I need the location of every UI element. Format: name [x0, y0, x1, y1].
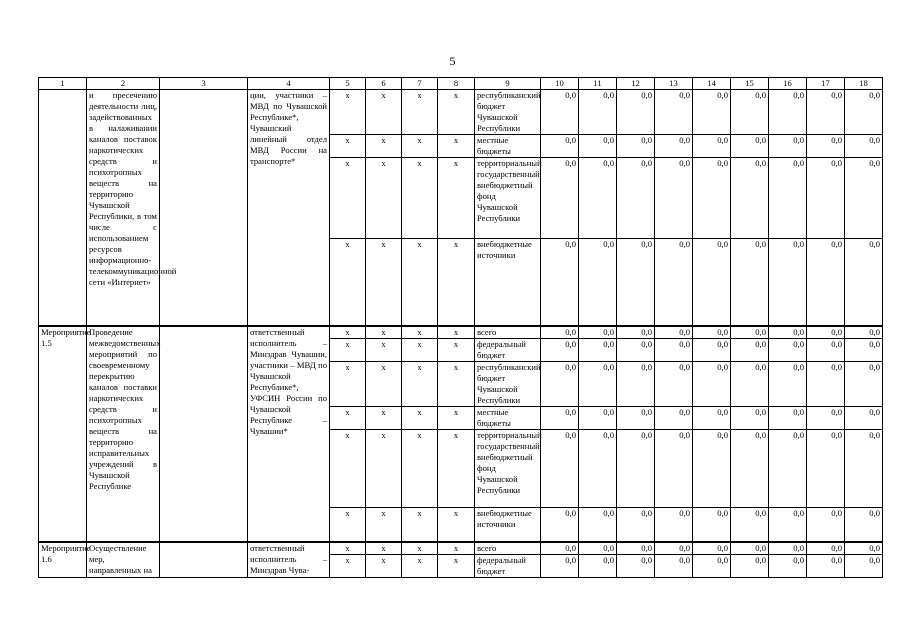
- amount-cell: 0,0: [541, 508, 579, 543]
- amount-cell: 0,0: [541, 430, 579, 508]
- amount-cell: 0,0: [693, 339, 731, 362]
- mark-cell: x: [330, 239, 366, 327]
- amount-cell: 0,0: [617, 407, 655, 430]
- amount-cell: 0,0: [579, 135, 617, 158]
- column-number: 3: [160, 78, 248, 90]
- amount-cell: 0,0: [579, 326, 617, 339]
- amount-cell: 0,0: [655, 542, 693, 555]
- amount-cell: 0,0: [731, 339, 769, 362]
- amount-cell: 0,0: [731, 542, 769, 555]
- amount-cell: 0,0: [845, 430, 883, 508]
- amount-cell: 0,0: [769, 339, 807, 362]
- amount-cell: 0,0: [655, 158, 693, 239]
- amount-cell: 0,0: [731, 407, 769, 430]
- mark-cell: x: [330, 339, 366, 362]
- mark-cell: x: [366, 508, 402, 543]
- mark-cell: x: [366, 90, 402, 135]
- amount-cell: 0,0: [617, 362, 655, 407]
- amount-cell: 0,0: [845, 90, 883, 135]
- amount-cell: 0,0: [693, 362, 731, 407]
- column-3-cell: [160, 326, 248, 542]
- amount-cell: 0,0: [807, 508, 845, 543]
- funding-source: федеральный бюджет: [475, 339, 541, 362]
- amount-cell: 0,0: [655, 430, 693, 508]
- funding-source: территориальный государственный внебюджетный фонд Чувашской Республики: [475, 430, 541, 508]
- column-number: 11: [579, 78, 617, 90]
- amount-cell: 0,0: [693, 135, 731, 158]
- amount-cell: 0,0: [845, 555, 883, 578]
- funding-source: всего: [475, 542, 541, 555]
- amount-cell: 0,0: [769, 135, 807, 158]
- amount-cell: 0,0: [541, 135, 579, 158]
- mark-cell: x: [330, 430, 366, 508]
- amount-cell: 0,0: [579, 508, 617, 543]
- column-number: 5: [330, 78, 366, 90]
- amount-cell: 0,0: [617, 239, 655, 327]
- mark-cell: x: [438, 339, 475, 362]
- amount-cell: 0,0: [655, 339, 693, 362]
- amount-cell: 0,0: [579, 90, 617, 135]
- amount-cell: 0,0: [845, 326, 883, 339]
- mark-cell: x: [366, 555, 402, 578]
- amount-cell: 0,0: [807, 542, 845, 555]
- mark-cell: x: [330, 90, 366, 135]
- mark-cell: x: [438, 430, 475, 508]
- amount-cell: 0,0: [731, 362, 769, 407]
- amount-cell: 0,0: [541, 339, 579, 362]
- column-number: 1: [39, 78, 87, 90]
- event-name: Осуществление мер, направленных на: [87, 542, 160, 578]
- mark-cell: x: [402, 407, 438, 430]
- amount-cell: 0,0: [693, 407, 731, 430]
- amount-cell: 0,0: [807, 326, 845, 339]
- amount-cell: 0,0: [731, 135, 769, 158]
- funding-source: федеральный бюджет: [475, 555, 541, 578]
- amount-cell: 0,0: [655, 407, 693, 430]
- executor-cell: ответственный исполнитель – Минздрав Чува-: [248, 542, 330, 578]
- column-number: 6: [366, 78, 402, 90]
- amount-cell: 0,0: [579, 542, 617, 555]
- amount-cell: 0,0: [731, 555, 769, 578]
- amount-cell: 0,0: [769, 555, 807, 578]
- amount-cell: 0,0: [693, 542, 731, 555]
- mark-cell: x: [330, 158, 366, 239]
- column-number: 12: [617, 78, 655, 90]
- amount-cell: 0,0: [845, 508, 883, 543]
- amount-cell: 0,0: [845, 239, 883, 327]
- mark-cell: x: [438, 508, 475, 543]
- amount-cell: 0,0: [655, 135, 693, 158]
- event-name: и пресечению деятельности лиц, задействованных в налаживании каналов поставок наркотических средств и психотропных веществ на территорию Чувашской Республики, в том числе с использованием ресурсов информационно-телекоммуникационной сети «Интернет»: [87, 90, 160, 327]
- amount-cell: 0,0: [541, 158, 579, 239]
- column-number: 18: [845, 78, 883, 90]
- column-number: 2: [87, 78, 160, 90]
- amount-cell: 0,0: [693, 90, 731, 135]
- mark-cell: x: [366, 239, 402, 327]
- amount-cell: 0,0: [769, 508, 807, 543]
- amount-cell: 0,0: [617, 508, 655, 543]
- amount-cell: 0,0: [807, 430, 845, 508]
- mark-cell: x: [402, 135, 438, 158]
- amount-cell: 0,0: [579, 239, 617, 327]
- column-number: 7: [402, 78, 438, 90]
- mark-cell: x: [366, 158, 402, 239]
- amount-cell: 0,0: [655, 555, 693, 578]
- amount-cell: 0,0: [731, 326, 769, 339]
- amount-cell: 0,0: [807, 158, 845, 239]
- funding-source: территориальный государственный внебюджетный фонд Чувашской Республики: [475, 158, 541, 239]
- amount-cell: 0,0: [807, 555, 845, 578]
- amount-cell: 0,0: [769, 362, 807, 407]
- amount-cell: 0,0: [541, 407, 579, 430]
- amount-cell: 0,0: [693, 555, 731, 578]
- amount-cell: 0,0: [731, 508, 769, 543]
- amount-cell: 0,0: [731, 239, 769, 327]
- amount-cell: 0,0: [731, 430, 769, 508]
- mark-cell: x: [330, 362, 366, 407]
- amount-cell: 0,0: [617, 90, 655, 135]
- amount-cell: 0,0: [693, 430, 731, 508]
- mark-cell: x: [402, 239, 438, 327]
- mark-cell: x: [366, 339, 402, 362]
- funding-source: всего: [475, 326, 541, 339]
- amount-cell: 0,0: [769, 542, 807, 555]
- mark-cell: x: [438, 542, 475, 555]
- amount-cell: 0,0: [845, 135, 883, 158]
- amount-cell: 0,0: [541, 555, 579, 578]
- mark-cell: x: [402, 555, 438, 578]
- column-number: 10: [541, 78, 579, 90]
- mark-cell: x: [438, 407, 475, 430]
- executor-cell: ответственный исполнитель – Минздрав Чувашии, участники – МВД по Чувашской Республике*, УФСИН России по Чувашской Республике – Чувашии*: [248, 326, 330, 542]
- mark-cell: x: [438, 135, 475, 158]
- event-code: [39, 90, 87, 327]
- mark-cell: x: [402, 158, 438, 239]
- mark-cell: x: [438, 90, 475, 135]
- amount-cell: 0,0: [807, 135, 845, 158]
- column-number: 17: [807, 78, 845, 90]
- mark-cell: x: [366, 326, 402, 339]
- amount-cell: 0,0: [617, 158, 655, 239]
- mark-cell: x: [402, 430, 438, 508]
- funding-source: внебюджетные источники: [475, 508, 541, 543]
- amount-cell: 0,0: [845, 339, 883, 362]
- page-number: 5: [449, 54, 456, 68]
- mark-cell: x: [402, 90, 438, 135]
- amount-cell: 0,0: [807, 90, 845, 135]
- amount-cell: 0,0: [541, 542, 579, 555]
- amount-cell: 0,0: [845, 407, 883, 430]
- amount-cell: 0,0: [693, 239, 731, 327]
- amount-cell: 0,0: [655, 362, 693, 407]
- event-code: Мероприятие 1.5: [39, 326, 87, 542]
- amount-cell: 0,0: [769, 430, 807, 508]
- amount-cell: 0,0: [655, 508, 693, 543]
- amount-cell: 0,0: [731, 90, 769, 135]
- amount-cell: 0,0: [617, 430, 655, 508]
- amount-cell: 0,0: [617, 542, 655, 555]
- funding-source: внебюджетные источники: [475, 239, 541, 327]
- amount-cell: 0,0: [579, 362, 617, 407]
- mark-cell: x: [438, 239, 475, 327]
- column-3-cell: [160, 542, 248, 578]
- mark-cell: x: [402, 362, 438, 407]
- amount-cell: 0,0: [617, 555, 655, 578]
- mark-cell: x: [366, 542, 402, 555]
- mark-cell: x: [330, 135, 366, 158]
- amount-cell: 0,0: [807, 407, 845, 430]
- mark-cell: x: [438, 326, 475, 339]
- amount-cell: 0,0: [693, 326, 731, 339]
- amount-cell: 0,0: [693, 508, 731, 543]
- amount-cell: 0,0: [807, 339, 845, 362]
- column-number: 9: [475, 78, 541, 90]
- amount-cell: 0,0: [845, 542, 883, 555]
- amount-cell: 0,0: [541, 326, 579, 339]
- amount-cell: 0,0: [655, 90, 693, 135]
- event-name: Проведение межведомственных мероприятий по своевременному перекрытию каналов поставки наркотических средств и психотропных веществ на территорию исправительных учреждений в Чувашской Республике: [87, 326, 160, 542]
- amount-cell: 0,0: [769, 326, 807, 339]
- mark-cell: x: [366, 407, 402, 430]
- funding-source: республиканский бюджет Чувашской Республики: [475, 362, 541, 407]
- amount-cell: 0,0: [617, 339, 655, 362]
- funding-source: местные бюджеты: [475, 407, 541, 430]
- amount-cell: 0,0: [693, 158, 731, 239]
- column-number: 13: [655, 78, 693, 90]
- mark-cell: x: [438, 555, 475, 578]
- column-number: 8: [438, 78, 475, 90]
- mark-cell: x: [402, 508, 438, 543]
- column-3-cell: [160, 90, 248, 327]
- mark-cell: x: [330, 555, 366, 578]
- amount-cell: 0,0: [769, 90, 807, 135]
- column-number: 15: [731, 78, 769, 90]
- executor-cell: ции, участники – МВД по Чувашской Республике*, Чувашский линейный отдел МВД России на транспорте*: [248, 90, 330, 327]
- mark-cell: x: [438, 158, 475, 239]
- column-number-row: [39, 78, 883, 90]
- amount-cell: 0,0: [541, 239, 579, 327]
- table-row: [39, 542, 883, 555]
- amount-cell: 0,0: [807, 362, 845, 407]
- mark-cell: x: [330, 326, 366, 339]
- budget-table: [38, 77, 883, 578]
- amount-cell: 0,0: [617, 135, 655, 158]
- mark-cell: x: [366, 362, 402, 407]
- column-number: 16: [769, 78, 807, 90]
- table-row: [39, 90, 883, 135]
- amount-cell: 0,0: [655, 239, 693, 327]
- amount-cell: 0,0: [617, 326, 655, 339]
- funding-source: местные бюджеты: [475, 135, 541, 158]
- mark-cell: x: [330, 542, 366, 555]
- mark-cell: x: [402, 326, 438, 339]
- amount-cell: 0,0: [769, 158, 807, 239]
- amount-cell: 0,0: [731, 158, 769, 239]
- amount-cell: 0,0: [579, 158, 617, 239]
- event-code: Мероприятие 1.6: [39, 542, 87, 578]
- funding-source: республиканский бюджет Чувашской Республики: [475, 90, 541, 135]
- amount-cell: 0,0: [579, 339, 617, 362]
- mark-cell: x: [330, 508, 366, 543]
- amount-cell: 0,0: [579, 555, 617, 578]
- amount-cell: 0,0: [541, 90, 579, 135]
- amount-cell: 0,0: [769, 239, 807, 327]
- amount-cell: 0,0: [845, 158, 883, 239]
- amount-cell: 0,0: [655, 326, 693, 339]
- column-number: 14: [693, 78, 731, 90]
- amount-cell: 0,0: [579, 430, 617, 508]
- column-number: 4: [248, 78, 330, 90]
- amount-cell: 0,0: [579, 407, 617, 430]
- amount-cell: 0,0: [769, 407, 807, 430]
- mark-cell: x: [330, 407, 366, 430]
- mark-cell: x: [366, 430, 402, 508]
- amount-cell: 0,0: [541, 362, 579, 407]
- table-row: [39, 326, 883, 339]
- mark-cell: x: [402, 339, 438, 362]
- amount-cell: 0,0: [807, 239, 845, 327]
- mark-cell: x: [438, 362, 475, 407]
- amount-cell: 0,0: [845, 362, 883, 407]
- mark-cell: x: [366, 135, 402, 158]
- mark-cell: x: [402, 542, 438, 555]
